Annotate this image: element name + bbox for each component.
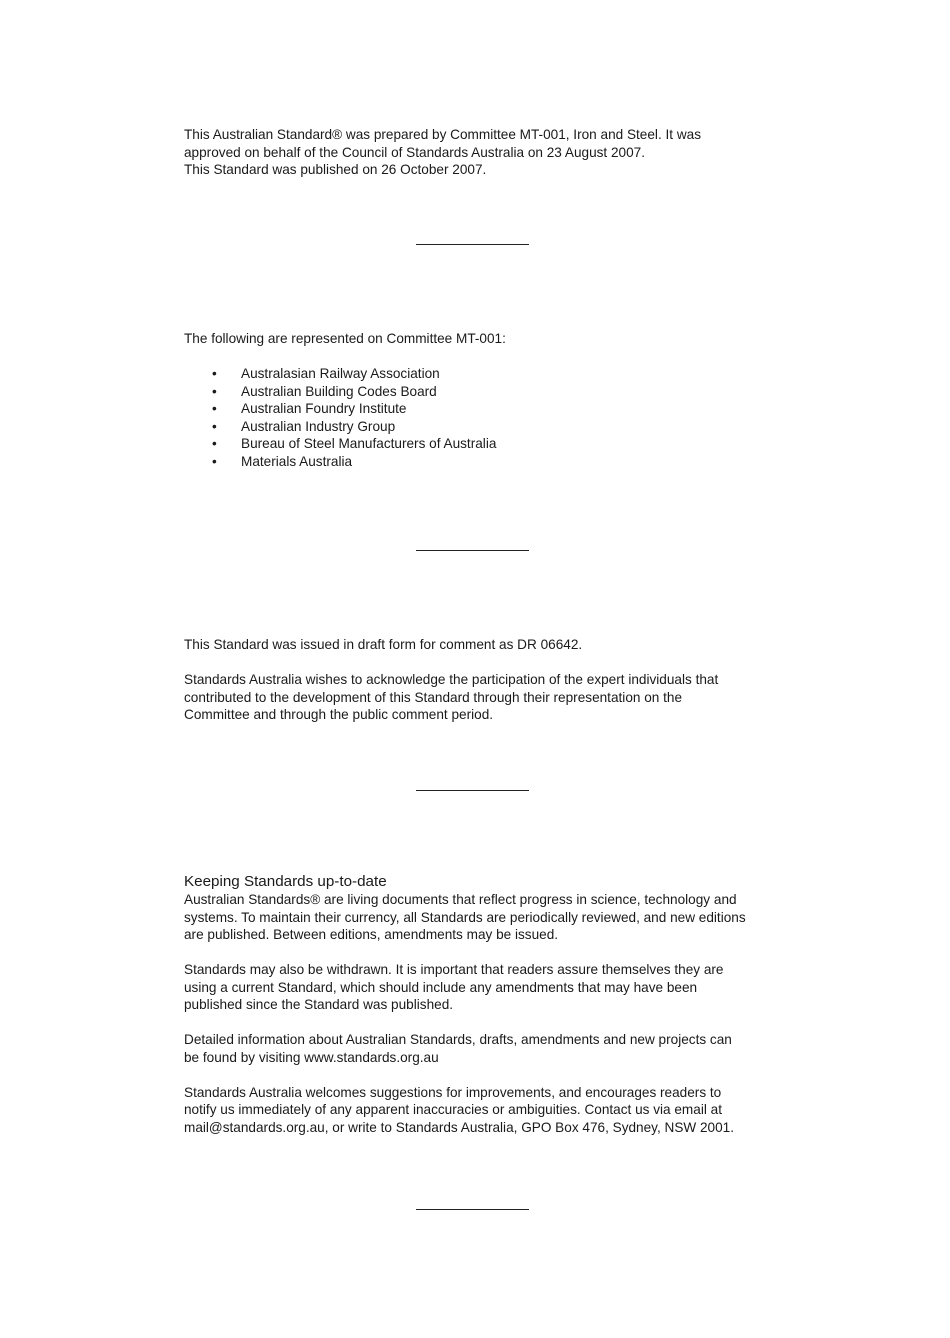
paragraph-line: Standards Australia welcomes suggestions for improvements, and encourages readers to [184, 1084, 722, 1100]
paragraph-line: mail@standards.org.au, or write to Standards Australia, GPO Box 476, Sydney, NSW 2001. [184, 1119, 735, 1135]
paragraph-line: be found by visiting www.standards.org.au [184, 1049, 439, 1065]
draft-issued-statement: This Standard was issued in draft form for comment as DR 06642. [184, 637, 583, 652]
bullet-icon: • [212, 436, 217, 451]
section-divider [416, 244, 529, 245]
section-divider [416, 1209, 529, 1210]
committee-intro: The following are represented on Committee MT-001: [184, 331, 506, 346]
paragraph-line: Detailed information about Australian Standards, drafts, amendments and new projects can [184, 1032, 732, 1047]
bullet-icon: • [212, 383, 217, 399]
list-item: • Australian Industry Group [212, 418, 396, 434]
list-item: • Australasian Railway Association [212, 366, 440, 381]
list-item: • Australian Foundry Institute [212, 401, 407, 416]
bullet-icon: • [212, 453, 217, 469]
paragraph-line: are published. Between editions, amendments may be issued. [184, 927, 559, 942]
bullet-icon: • [212, 418, 217, 434]
website-link[interactable]: www.standards.org.au [304, 1049, 439, 1065]
list-item: • Materials Australia [212, 453, 353, 469]
uptodate-section [184, 873, 784, 1136]
paragraph-line: using a current Standard, which should include any amendments that may have been [184, 979, 698, 995]
paragraph-line: published since the Standard was published. [184, 997, 454, 1012]
preparation-statement [184, 126, 784, 179]
list-item: • Australian Building Codes Board [212, 383, 437, 399]
acknowledgement-line: contributed to the development of this Standard through their representation on the [184, 689, 683, 705]
paragraph-line: Standards may also be withdrawn. It is important that readers assure themselves they are [184, 962, 724, 977]
draft-section [184, 636, 784, 724]
publication-date-line: This Standard was published on 26 October 2007. [184, 162, 487, 177]
section-divider [416, 790, 529, 791]
email-link[interactable]: mail@standards.org.au [184, 1119, 325, 1135]
prep-line: approved on behalf of the Council of Standards Australia on 23 August 2007. [184, 144, 646, 160]
section-heading: Keeping Standards up-to-date [184, 873, 387, 890]
list-item: • Bureau of Steel Manufacturers of Australia [212, 436, 497, 451]
section-divider [416, 550, 529, 551]
acknowledgement-line: Standards Australia wishes to acknowledge the participation of the expert individuals that [184, 672, 719, 687]
prep-line: This Australian Standard® was prepared by Committee MT-001, Iron and Steel. It was [184, 127, 702, 142]
paragraph-line: systems. To maintain their currency, all Standards are periodically reviewed, and new editions [184, 909, 746, 925]
committee-section [184, 330, 784, 470]
acknowledgement-line: Committee and through the public comment period. [184, 707, 494, 722]
bullet-icon: • [212, 366, 217, 381]
paragraph-line: notify us immediately of any apparent inaccuracies or ambiguities. Contact us via email at [184, 1102, 722, 1117]
committee-member-list [184, 365, 784, 470]
bullet-icon: • [212, 401, 217, 416]
paragraph-line: Australian Standards® are living documents that reflect progress in science, technology and [184, 892, 737, 907]
